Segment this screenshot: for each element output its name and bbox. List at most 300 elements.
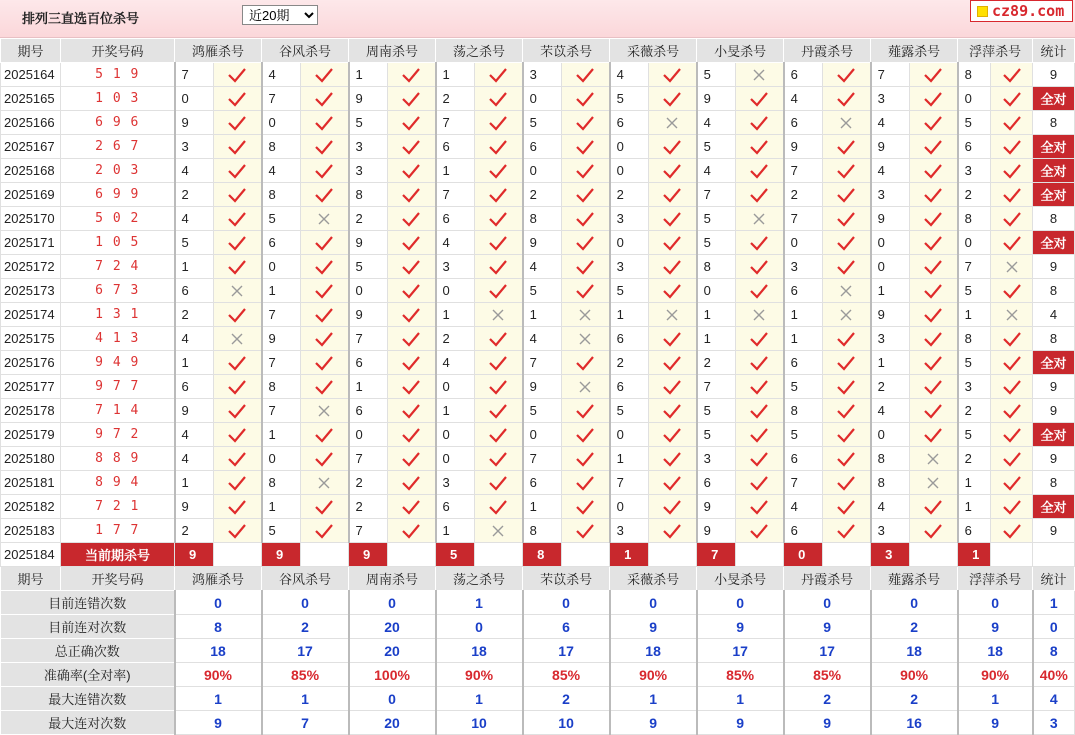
column-header-9: 丹霞杀号: [784, 39, 871, 63]
check-icon: [649, 423, 697, 447]
kill-value-danxia: 9: [784, 135, 823, 159]
kill-value-fuyi: 8: [523, 519, 562, 543]
stats-label: 总正确次数: [1, 639, 175, 663]
column-header-7: 采薇杀号: [610, 39, 697, 63]
kill-value-fuping: 2: [958, 183, 991, 207]
stats-value: 8: [175, 615, 262, 639]
kill-value-zhounan: 1: [349, 63, 388, 87]
kill-value-gufeng: 9: [262, 327, 301, 351]
check-icon: [649, 255, 697, 279]
kill-value-danxia: 8: [784, 399, 823, 423]
check-icon: [562, 111, 610, 135]
kill-value-fuyi: 7: [523, 351, 562, 375]
check-icon: [823, 87, 871, 111]
cross-icon: [475, 519, 523, 543]
kill-value-caiwei: 1: [610, 447, 649, 471]
kill-value-danxia: 6: [784, 111, 823, 135]
check-icon: [562, 183, 610, 207]
kill-value-fuyi: 5: [523, 399, 562, 423]
cross-icon: [823, 303, 871, 327]
kill-value-dangzhi: 6: [436, 135, 475, 159]
kill-value-xielu: 9: [871, 135, 910, 159]
stats-value: 9: [610, 711, 697, 735]
issue-number: 2025169: [1, 183, 61, 207]
check-icon: [475, 471, 523, 495]
current-kill-spacer: [736, 543, 784, 567]
issue-number: 2025167: [1, 135, 61, 159]
kill-value-zhounan: 9: [349, 87, 388, 111]
check-icon: [823, 255, 871, 279]
kill-value-xiaomin: 5: [697, 207, 736, 231]
check-icon: [562, 279, 610, 303]
check-icon: [475, 159, 523, 183]
check-icon: [991, 63, 1033, 87]
check-icon: [823, 423, 871, 447]
check-icon: [910, 159, 958, 183]
kill-value-gufeng: 8: [262, 375, 301, 399]
check-icon: [388, 495, 436, 519]
draw-numbers: 1 7 7: [61, 519, 175, 543]
check-icon: [736, 255, 784, 279]
row-stat: 9: [1033, 375, 1075, 399]
kill-value-fuping: 1: [958, 471, 991, 495]
check-icon: [562, 255, 610, 279]
kill-value-zhounan: 7: [349, 447, 388, 471]
check-icon: [562, 159, 610, 183]
stats-column-header-0: 期号: [1, 567, 61, 591]
table-row: [1, 111, 1075, 135]
kill-value-danxia: 6: [784, 351, 823, 375]
column-header-3: 谷风杀号: [262, 39, 349, 63]
cross-icon: [823, 279, 871, 303]
column-header-6: 芣苡杀号: [523, 39, 610, 63]
stats-column-header-2: 鸿雁杀号: [175, 567, 262, 591]
issue-number: 2025182: [1, 495, 61, 519]
kill-value-dangzhi: 4: [436, 231, 475, 255]
stats-value: 90%: [175, 663, 262, 687]
column-header-1: 开奖号码: [61, 39, 175, 63]
kill-value-gufeng: 5: [262, 207, 301, 231]
kill-value-caiwei: 4: [610, 63, 649, 87]
check-icon: [991, 399, 1033, 423]
kill-value-fuping: 5: [958, 351, 991, 375]
kill-value-caiwei: 3: [610, 519, 649, 543]
logo-square-icon: [977, 6, 988, 17]
kill-value-caiwei: 2: [610, 351, 649, 375]
check-icon: [823, 63, 871, 87]
kill-value-zhounan: 9: [349, 231, 388, 255]
check-icon: [736, 447, 784, 471]
stats-header-row: [1, 567, 1075, 591]
kill-value-danxia: 3: [784, 255, 823, 279]
kill-value-zhounan: 8: [349, 183, 388, 207]
check-icon: [736, 159, 784, 183]
kill-value-danxia: 6: [784, 63, 823, 87]
check-icon: [991, 159, 1033, 183]
kill-value-xiaomin: 1: [697, 303, 736, 327]
kill-value-danxia: 6: [784, 279, 823, 303]
check-icon: [910, 255, 958, 279]
cross-icon: [562, 375, 610, 399]
check-icon: [475, 63, 523, 87]
table-row: [1, 423, 1075, 447]
check-icon: [388, 447, 436, 471]
stats-value: 0: [958, 591, 1033, 615]
check-icon: [736, 231, 784, 255]
stats-value: 7: [262, 711, 349, 735]
check-icon: [649, 447, 697, 471]
stats-value: 85%: [784, 663, 871, 687]
check-icon: [649, 351, 697, 375]
kill-value-caiwei: 0: [610, 159, 649, 183]
stats-row: [1, 687, 1075, 711]
stats-value: 0: [349, 591, 436, 615]
row-stat: 9: [1033, 399, 1075, 423]
check-icon: [388, 399, 436, 423]
kill-value-gufeng: 7: [262, 303, 301, 327]
issue-number: 2025183: [1, 519, 61, 543]
check-icon: [388, 111, 436, 135]
stats-value: 1: [697, 687, 784, 711]
check-icon: [475, 135, 523, 159]
kill-value-danxia: 4: [784, 495, 823, 519]
check-icon: [910, 351, 958, 375]
kill-value-gufeng: 4: [262, 159, 301, 183]
check-icon: [991, 207, 1033, 231]
kill-value-xielu: 7: [871, 63, 910, 87]
kill-value-danxia: 1: [784, 327, 823, 351]
kill-value-gufeng: 8: [262, 471, 301, 495]
row-stat: 4: [1033, 303, 1075, 327]
row-stat: 全对: [1033, 423, 1075, 447]
kill-value-xiaomin: 9: [697, 495, 736, 519]
stats-column-header-12: 统计: [1033, 567, 1075, 591]
kill-value-fuping: 0: [958, 231, 991, 255]
kill-value-fuping: 3: [958, 375, 991, 399]
check-icon: [736, 399, 784, 423]
kill-value-danxia: 0: [784, 231, 823, 255]
check-icon: [388, 207, 436, 231]
kill-value-fuping: 5: [958, 111, 991, 135]
check-icon: [214, 351, 262, 375]
kill-value-zhounan: 6: [349, 351, 388, 375]
kill-value-xiaomin: 8: [697, 255, 736, 279]
check-icon: [388, 231, 436, 255]
stats-value: 0: [784, 591, 871, 615]
stats-value: 9: [697, 615, 784, 639]
kill-value-zhounan: 9: [349, 303, 388, 327]
row-stat: 全对: [1033, 135, 1075, 159]
check-icon: [214, 423, 262, 447]
draw-numbers: 6 9 9: [61, 183, 175, 207]
kill-value-xiaomin: 3: [697, 447, 736, 471]
kill-value-zhounan: 5: [349, 111, 388, 135]
kill-value-xielu: 2: [871, 375, 910, 399]
cross-icon: [991, 303, 1033, 327]
check-icon: [562, 207, 610, 231]
check-icon: [475, 111, 523, 135]
current-kill-spacer: [910, 543, 958, 567]
current-issue-number: 2025184: [1, 543, 61, 567]
kill-value-fuyi: 2: [523, 183, 562, 207]
kill-value-caiwei: 6: [610, 111, 649, 135]
check-icon: [475, 207, 523, 231]
check-icon: [301, 279, 349, 303]
draw-numbers: 6 9 6: [61, 111, 175, 135]
stats-value: 9: [610, 615, 697, 639]
issue-number: 2025166: [1, 111, 61, 135]
kill-value-gufeng: 7: [262, 87, 301, 111]
check-icon: [649, 135, 697, 159]
kill-value-dangzhi: 2: [436, 327, 475, 351]
stats-column-header-6: 芣苡杀号: [523, 567, 610, 591]
check-icon: [388, 183, 436, 207]
check-icon: [736, 135, 784, 159]
kill-value-hongyan: 1: [175, 255, 214, 279]
kill-value-caiwei: 0: [610, 423, 649, 447]
kill-value-xiaomin: 9: [697, 87, 736, 111]
stats-label: 准确率(全对率): [1, 663, 175, 687]
stats-value: 18: [175, 639, 262, 663]
check-icon: [649, 207, 697, 231]
check-icon: [301, 327, 349, 351]
check-icon: [388, 159, 436, 183]
cross-icon: [649, 111, 697, 135]
issue-number: 2025173: [1, 279, 61, 303]
kill-value-fuping: 8: [958, 207, 991, 231]
kill-value-xiaomin: 7: [697, 375, 736, 399]
check-icon: [649, 231, 697, 255]
check-icon: [823, 159, 871, 183]
kill-value-zhounan: 1: [349, 375, 388, 399]
kill-value-gufeng: 7: [262, 399, 301, 423]
cross-icon: [910, 471, 958, 495]
kill-value-xielu: 4: [871, 159, 910, 183]
check-icon: [214, 447, 262, 471]
check-icon: [214, 375, 262, 399]
stats-value: 85%: [697, 663, 784, 687]
current-kill-spacer: [649, 543, 697, 567]
check-icon: [910, 63, 958, 87]
period-select[interactable]: [242, 5, 318, 25]
row-stat: 9: [1033, 63, 1075, 87]
kill-value-caiwei: 5: [610, 399, 649, 423]
table-row: [1, 303, 1075, 327]
check-icon: [388, 63, 436, 87]
stats-value: 4: [1033, 687, 1075, 711]
kill-value-caiwei: 0: [610, 231, 649, 255]
check-icon: [991, 375, 1033, 399]
current-kill-caiwei: 1: [610, 543, 649, 567]
row-stat: 9: [1033, 447, 1075, 471]
stats-value: 90%: [958, 663, 1033, 687]
kill-value-xielu: 0: [871, 231, 910, 255]
check-icon: [301, 87, 349, 111]
check-icon: [991, 279, 1033, 303]
draw-numbers: 7 2 4: [61, 255, 175, 279]
check-icon: [991, 231, 1033, 255]
kill-value-caiwei: 7: [610, 471, 649, 495]
kill-value-hongyan: 9: [175, 495, 214, 519]
kill-value-caiwei: 5: [610, 279, 649, 303]
kill-value-zhounan: 3: [349, 159, 388, 183]
kill-value-xielu: 4: [871, 111, 910, 135]
kill-value-dangzhi: 3: [436, 471, 475, 495]
current-stat-empty: [1033, 543, 1075, 567]
issue-number: 2025172: [1, 255, 61, 279]
kill-value-hongyan: 6: [175, 375, 214, 399]
kill-value-zhounan: 2: [349, 207, 388, 231]
current-kill-hongyan: 9: [175, 543, 214, 567]
cross-icon: [475, 303, 523, 327]
kill-value-fuyi: 0: [523, 159, 562, 183]
kill-value-dangzhi: 0: [436, 375, 475, 399]
kill-value-dangzhi: 1: [436, 519, 475, 543]
stats-value: 40%: [1033, 663, 1075, 687]
stats-value: 0: [1033, 615, 1075, 639]
check-icon: [823, 351, 871, 375]
check-icon: [475, 495, 523, 519]
kill-value-dangzhi: 1: [436, 303, 475, 327]
check-icon: [301, 375, 349, 399]
cross-icon: [562, 327, 610, 351]
stats-row: [1, 711, 1075, 735]
table-row: [1, 471, 1075, 495]
stats-value: 85%: [523, 663, 610, 687]
stats-value: 1: [958, 687, 1033, 711]
kill-value-gufeng: 0: [262, 447, 301, 471]
check-icon: [562, 351, 610, 375]
stats-value: 0: [262, 591, 349, 615]
kill-value-caiwei: 1: [610, 303, 649, 327]
check-icon: [475, 87, 523, 111]
kill-value-xielu: 0: [871, 423, 910, 447]
current-kill-spacer: [214, 543, 262, 567]
stats-value: 6: [523, 615, 610, 639]
check-icon: [823, 495, 871, 519]
stats-value: 20: [349, 639, 436, 663]
kill-value-xielu: 4: [871, 495, 910, 519]
check-icon: [736, 471, 784, 495]
check-icon: [910, 207, 958, 231]
kill-value-xielu: 3: [871, 519, 910, 543]
check-icon: [823, 231, 871, 255]
stats-value: 0: [871, 591, 958, 615]
kill-value-zhounan: 6: [349, 399, 388, 423]
cross-icon: [301, 471, 349, 495]
check-icon: [562, 447, 610, 471]
check-icon: [823, 183, 871, 207]
kill-value-hongyan: 9: [175, 399, 214, 423]
stats-label: 目前连对次数: [1, 615, 175, 639]
kill-value-gufeng: 7: [262, 351, 301, 375]
column-header-5: 荡之杀号: [436, 39, 523, 63]
check-icon: [736, 375, 784, 399]
check-icon: [214, 111, 262, 135]
draw-numbers: 6 7 3: [61, 279, 175, 303]
check-icon: [214, 255, 262, 279]
kill-value-xielu: 1: [871, 351, 910, 375]
kill-value-fuping: 6: [958, 519, 991, 543]
check-icon: [910, 111, 958, 135]
kill-value-xiaomin: 1: [697, 327, 736, 351]
kill-value-xielu: 0: [871, 255, 910, 279]
check-icon: [562, 87, 610, 111]
kill-value-fuping: 2: [958, 447, 991, 471]
kill-value-danxia: 7: [784, 471, 823, 495]
check-icon: [649, 159, 697, 183]
check-icon: [736, 111, 784, 135]
kill-value-hongyan: 6: [175, 279, 214, 303]
check-icon: [649, 519, 697, 543]
table-row: [1, 87, 1075, 111]
kill-value-hongyan: 9: [175, 111, 214, 135]
table-row: [1, 207, 1075, 231]
row-stat: 全对: [1033, 87, 1075, 111]
site-logo[interactable]: [970, 0, 1073, 22]
kill-value-danxia: 6: [784, 447, 823, 471]
logo-text: cz89.com: [992, 2, 1065, 20]
stats-value: 9: [958, 711, 1033, 735]
check-icon: [649, 399, 697, 423]
kill-value-dangzhi: 0: [436, 423, 475, 447]
kill-value-fuping: 8: [958, 63, 991, 87]
table-header-row: [1, 39, 1075, 63]
cross-icon: [301, 207, 349, 231]
kill-value-fuyi: 8: [523, 207, 562, 231]
stats-value: 9: [784, 615, 871, 639]
kill-value-dangzhi: 4: [436, 351, 475, 375]
check-icon: [475, 351, 523, 375]
cross-icon: [562, 303, 610, 327]
kill-value-xiaomin: 9: [697, 519, 736, 543]
kill-value-dangzhi: 1: [436, 159, 475, 183]
check-icon: [649, 495, 697, 519]
check-icon: [301, 423, 349, 447]
kill-value-caiwei: 2: [610, 183, 649, 207]
kill-value-caiwei: 6: [610, 327, 649, 351]
kill-value-xiaomin: 7: [697, 183, 736, 207]
check-icon: [910, 303, 958, 327]
issue-number: 2025171: [1, 231, 61, 255]
stats-column-header-7: 采薇杀号: [610, 567, 697, 591]
stats-column-header-5: 荡之杀号: [436, 567, 523, 591]
stats-value: 2: [871, 615, 958, 639]
stats-row: [1, 663, 1075, 687]
check-icon: [301, 135, 349, 159]
kill-value-fuyi: 9: [523, 375, 562, 399]
kill-value-dangzhi: 1: [436, 63, 475, 87]
kill-value-danxia: 6: [784, 519, 823, 543]
kill-value-gufeng: 5: [262, 519, 301, 543]
table-row: [1, 351, 1075, 375]
kill-value-dangzhi: 7: [436, 111, 475, 135]
cross-icon: [991, 255, 1033, 279]
kill-value-xielu: 3: [871, 87, 910, 111]
check-icon: [991, 327, 1033, 351]
table-row: [1, 183, 1075, 207]
stats-value: 1: [436, 591, 523, 615]
check-icon: [649, 63, 697, 87]
check-icon: [388, 423, 436, 447]
kill-value-danxia: 5: [784, 375, 823, 399]
kill-value-xielu: 8: [871, 447, 910, 471]
check-icon: [562, 423, 610, 447]
check-icon: [388, 375, 436, 399]
kill-value-caiwei: 3: [610, 207, 649, 231]
check-icon: [388, 87, 436, 111]
draw-numbers: 9 4 9: [61, 351, 175, 375]
